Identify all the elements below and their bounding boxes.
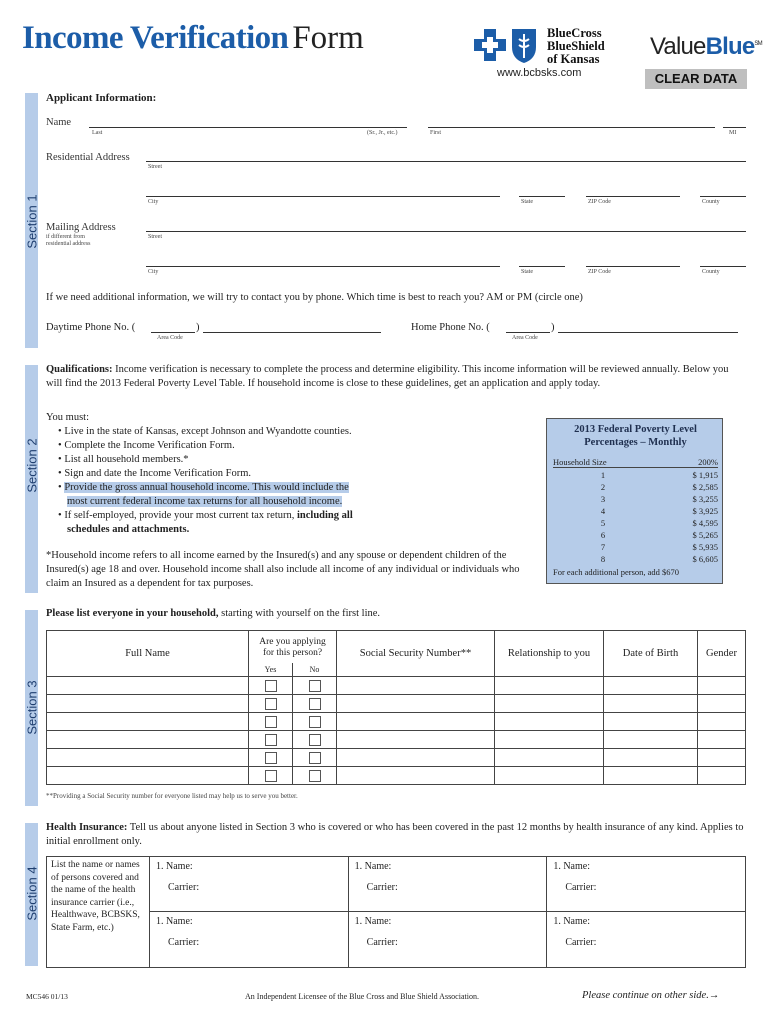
requirement-item: • Complete the Income Verification Form. [58, 440, 235, 451]
daytime-phone-label: Daytime Phone No. ( [46, 322, 136, 333]
yes-cell [249, 713, 293, 731]
form-title [22, 20, 364, 57]
income-limit: $ 5,935 [692, 542, 718, 552]
yes-checkbox[interactable] [265, 716, 277, 728]
daytime-phone-field[interactable] [203, 332, 381, 333]
table-row [47, 749, 746, 767]
state-caption: State [521, 199, 533, 205]
bcbs-cross-shield-logo [472, 27, 540, 65]
suffix-caption: (Sr., Jr., etc.) [367, 130, 398, 136]
relationship-cell[interactable] [495, 749, 604, 767]
form-title-bold: Income Verification [22, 20, 289, 56]
requirement-text: Complete the Income Verification Form. [64, 440, 235, 451]
insurance-name-label: 1. Name: [354, 861, 392, 872]
requirement-item: • Live in the state of Kansas, except Johnson and Wyandotte counties. [58, 426, 352, 437]
health-insurance-intro [46, 821, 746, 849]
requirement-text-bold: schedules and attachments. [67, 524, 190, 535]
income-limit: $ 2,585 [692, 482, 718, 492]
county-caption: County [702, 269, 720, 275]
col-yes: Yes [249, 663, 293, 677]
area-code-caption: Area Code [512, 335, 538, 341]
ssn-cell[interactable] [337, 767, 495, 785]
res-street-field[interactable] [146, 161, 746, 162]
household-table [46, 630, 746, 785]
insurance-carrier-label: Carrier: [168, 882, 200, 893]
qualifications-paragraph [46, 363, 746, 391]
insurance-name-label: 1. Name: [553, 861, 590, 872]
requirement-text: If self-employed, provide your most current tax return, [64, 510, 297, 521]
bcbs-name-line: BlueCross [547, 26, 602, 40]
name-label: Name [46, 117, 72, 128]
full-name-cell[interactable] [47, 695, 249, 713]
household-size: 2 [600, 482, 606, 492]
insurance-cell[interactable] [348, 912, 547, 968]
full-name-cell[interactable] [47, 713, 249, 731]
licensee-note: An Independent Licensee of the Blue Cross and Blue Shield Association. [245, 992, 479, 1001]
requirement-text-highlight: most current federal income tax returns for all household income. [67, 496, 343, 507]
res-zip-field[interactable] [586, 196, 680, 197]
requirement-item-cont [58, 495, 418, 509]
relationship-cell[interactable] [495, 713, 604, 731]
ssn-cell[interactable] [337, 731, 495, 749]
close-paren: ) [196, 322, 200, 333]
full-name-cell[interactable] [47, 731, 249, 749]
poverty-level-row [553, 541, 718, 553]
insurance-carrier-label: Carrier: [168, 937, 200, 948]
household-size: 1 [600, 470, 606, 480]
res-state-field[interactable] [519, 196, 565, 197]
section-3-label: Section 3 [24, 680, 40, 735]
poverty-level-row [553, 517, 718, 529]
household-size: 8 [600, 554, 606, 564]
no-checkbox[interactable] [309, 752, 321, 764]
income-limit: $ 4,595 [692, 518, 718, 528]
clear-data-button[interactable]: CLEAR DATA [645, 69, 747, 89]
yes-cell [249, 677, 293, 695]
state-caption: State [521, 269, 533, 275]
ssn-cell[interactable] [337, 713, 495, 731]
no-checkbox[interactable] [309, 698, 321, 710]
dob-cell[interactable] [604, 677, 698, 695]
no-checkbox[interactable] [309, 734, 321, 746]
yes-cell [249, 695, 293, 713]
mi-caption: MI [729, 130, 737, 136]
section-4-label: Section 4 [24, 866, 40, 921]
gender-cell[interactable] [698, 713, 746, 731]
col-relationship: Relationship to you [495, 631, 604, 677]
household-size: 6 [600, 530, 606, 540]
requirement-text: Live in the state of Kansas, except Johnson and Wyandotte counties. [64, 426, 352, 437]
res-city-field[interactable] [146, 196, 500, 197]
zip-caption: ZIP Code [588, 269, 611, 275]
insurance-name-label: 1. Name: [553, 916, 590, 927]
col-applying-line: Are you applying [259, 637, 326, 648]
requirement-text-highlight: Provide the gross annual household income. This would include the [64, 482, 349, 493]
poverty-level-title-line: 2013 Federal Poverty Level [574, 424, 697, 435]
insurance-carrier-label: Carrier: [565, 882, 597, 893]
no-cell [293, 677, 337, 695]
bcbs-name [547, 27, 605, 66]
zip-caption: ZIP Code [588, 199, 611, 205]
yes-cell [249, 731, 293, 749]
area-code-caption: Area Code [157, 335, 183, 341]
household-intro [46, 608, 380, 619]
dob-cell[interactable] [604, 695, 698, 713]
mailing-sub-caption: residential address [46, 241, 91, 247]
valueblue-logo [650, 33, 762, 61]
no-cell [293, 713, 337, 731]
yes-cell [249, 767, 293, 785]
ssn-cell[interactable] [337, 677, 495, 695]
household-intro-bold: Please list everyone in your household, [46, 608, 219, 619]
income-limit: $ 6,605 [692, 554, 718, 564]
dob-cell[interactable] [604, 767, 698, 785]
form-code: MC546 01/13 [26, 992, 68, 1001]
section-2-label: Section 2 [24, 438, 40, 493]
household-size: 3 [600, 494, 606, 504]
qualifications-bold: Qualifications: [46, 364, 113, 375]
table-row [47, 767, 746, 785]
poverty-level-title [547, 423, 724, 449]
city-caption: City [148, 269, 159, 275]
percent-header: 200% [698, 457, 718, 467]
poverty-level-row [553, 481, 718, 493]
you-must-label: You must: [46, 412, 89, 423]
requirement-item: • Provide the gross annual household income. This would include the [58, 482, 349, 493]
insurance-name-label: 1. Name: [156, 916, 193, 927]
qualifications-text: Income verification is necessary to complete the process and determine eligibility. This income information will be reviewed annually. Below you will find the 2013 Federal Poverty Level Table. If household income is close to these guidelines, get an application and apply today. [46, 364, 729, 389]
insurance-cell[interactable] [547, 857, 746, 912]
relationship-cell[interactable] [495, 695, 604, 713]
ssn-cell[interactable] [337, 695, 495, 713]
home-area-code-field[interactable] [506, 332, 550, 333]
yes-checkbox[interactable] [265, 734, 277, 746]
col-applying-line: for this person? [262, 648, 323, 659]
poverty-level-row [553, 553, 718, 565]
street-caption: Street [148, 164, 162, 170]
home-phone-label: Home Phone No. ( [411, 322, 490, 333]
poverty-level-title-line: Percentages – Monthly [584, 437, 687, 448]
no-checkbox[interactable] [309, 680, 321, 692]
mailing-address-label: Mailing Address [46, 222, 116, 233]
household-size-header: Household Size [553, 457, 607, 467]
arrow-right-icon: → [708, 990, 720, 1001]
last-caption: Last [92, 130, 103, 136]
requirement-item: • If self-employed, provide your most current tax return, including all [58, 510, 353, 521]
household-size: 7 [600, 542, 606, 552]
bcbs-name-line: of Kansas [547, 52, 600, 66]
yes-cell [249, 749, 293, 767]
health-insurance-bold: Health Insurance: [46, 822, 128, 833]
relationship-cell[interactable] [495, 767, 604, 785]
requirement-text: List all household members.* [64, 454, 189, 465]
mail-street-field[interactable] [146, 231, 746, 232]
poverty-level-row [553, 469, 718, 481]
mail-county-field[interactable] [700, 266, 746, 267]
income-limit: $ 3,925 [692, 506, 718, 516]
city-caption: City [148, 199, 159, 205]
table-row [47, 713, 746, 731]
relationship-cell[interactable] [495, 731, 604, 749]
poverty-level-row [553, 493, 718, 505]
gender-cell[interactable] [698, 677, 746, 695]
relationship-cell[interactable] [495, 677, 604, 695]
continue-note [582, 990, 719, 1001]
insurance-row [47, 857, 746, 912]
valueblue-blue: Blue [705, 33, 755, 60]
insurance-table [46, 856, 746, 968]
res-county-field[interactable] [700, 196, 746, 197]
daytime-area-code-field[interactable] [151, 332, 195, 333]
col-applying [249, 631, 337, 663]
first-name-field[interactable] [428, 127, 715, 128]
insurance-carrier-label: Carrier: [366, 937, 398, 948]
first-caption: First [430, 130, 442, 136]
insurance-carrier-label: Carrier: [565, 937, 597, 948]
insurance-cell[interactable] [547, 912, 746, 968]
no-cell [293, 731, 337, 749]
contact-time-question: If we need additional information, we will try to contact you by phone. Which time is best to reach you? AM or PM (circle one) [46, 292, 583, 303]
bcbs-url[interactable]: www.bcbsks.com [497, 67, 582, 79]
mail-zip-field[interactable] [586, 266, 680, 267]
requirements-list [58, 425, 418, 537]
insurance-name-label: 1. Name: [156, 861, 193, 872]
insurance-row [47, 912, 746, 968]
yes-checkbox[interactable] [265, 770, 277, 782]
col-no: No [293, 663, 337, 677]
yes-checkbox[interactable] [265, 680, 277, 692]
col-full-name: Full Name [47, 631, 249, 677]
income-limit: $ 3,255 [692, 494, 718, 504]
applicant-info-heading: Applicant Information: [46, 92, 157, 104]
poverty-level-header [553, 457, 718, 468]
household-income-footnote: *Household income refers to all income earned by the Insured(s) and any spouse or dependent children of the Insured(s) age 18 and over. Household income shall also include all income of any individual or individuals who claim an Insured as a dependent for tax purposes. [46, 550, 520, 589]
table-row [47, 677, 746, 695]
no-checkbox[interactable] [309, 716, 321, 728]
mi-field[interactable] [723, 127, 746, 128]
full-name-cell[interactable] [47, 749, 249, 767]
mailing-sub-caption: if different from [46, 234, 85, 240]
no-checkbox[interactable] [309, 770, 321, 782]
dob-cell[interactable] [604, 731, 698, 749]
household-size: 4 [600, 506, 606, 516]
no-cell [293, 695, 337, 713]
health-insurance-text: Tell us about anyone listed in Section 3 who is covered or who has been covered in the past 12 months by health insurance of any kind. Applies to initial enrollment only. [46, 822, 744, 847]
mail-state-field[interactable] [519, 266, 565, 267]
poverty-level-row [553, 529, 718, 541]
ssn-cell[interactable] [337, 749, 495, 767]
residential-address-label: Residential Address [46, 152, 130, 163]
last-name-field[interactable] [89, 127, 407, 128]
household-size: 5 [600, 518, 606, 528]
requirement-text: Sign and date the Income Verification Form. [64, 468, 252, 479]
requirement-item: • List all household members.* [58, 454, 189, 465]
valueblue-tm: SM [754, 41, 762, 47]
gender-cell[interactable] [698, 749, 746, 767]
insurance-carrier-label: Carrier: [366, 882, 398, 893]
close-paren: ) [551, 322, 555, 333]
poverty-level-additional: For each additional person, add $670 [553, 567, 680, 577]
yes-checkbox[interactable] [265, 752, 277, 764]
full-name-cell[interactable] [47, 767, 249, 785]
requirement-text-bold: including all [297, 510, 353, 521]
requirement-item: • Sign and date the Income Verification Form. [58, 468, 252, 479]
insurance-cell[interactable] [348, 857, 547, 912]
gender-cell[interactable] [698, 731, 746, 749]
insurance-name-label: 1. Name: [354, 916, 392, 927]
valueblue-value: Value [650, 33, 706, 60]
income-limit: $ 5,265 [692, 530, 718, 540]
form-title-regular: Form [292, 20, 364, 56]
household-intro-text: starting with yourself on the first line. [218, 608, 381, 619]
street-caption: Street [148, 234, 162, 240]
income-limit: $ 1,915 [692, 470, 718, 480]
no-cell [293, 767, 337, 785]
household-header-row [47, 631, 746, 663]
col-dob: Date of Birth [604, 631, 698, 677]
insurance-instruction: List the name or names of persons covered and the name of the health insurance carrier (i.e., Healthwave, BCBSKS, State Farm, etc.) [47, 857, 150, 968]
poverty-level-table [546, 418, 723, 584]
county-caption: County [702, 199, 720, 205]
ssn-footnote: **Providing a Social Security number for everyone listed may help us to serve you better. [46, 792, 298, 800]
no-cell [293, 749, 337, 767]
full-name-cell[interactable] [47, 677, 249, 695]
home-phone-field[interactable] [558, 332, 738, 333]
dob-cell[interactable] [604, 749, 698, 767]
col-ssn: Social Security Number** [337, 631, 495, 677]
section-1-label: Section 1 [24, 194, 40, 249]
gender-cell[interactable] [698, 695, 746, 713]
gender-cell[interactable] [698, 767, 746, 785]
poverty-level-row [553, 505, 718, 517]
mail-city-field[interactable] [146, 266, 500, 267]
insurance-cell[interactable] [150, 912, 349, 968]
table-row [47, 695, 746, 713]
table-row [47, 731, 746, 749]
yes-checkbox[interactable] [265, 698, 277, 710]
col-gender: Gender [698, 631, 746, 677]
bcbs-name-line: BlueShield [547, 39, 605, 53]
insurance-cell[interactable] [150, 857, 349, 912]
continue-text: Please continue on other side. [582, 990, 709, 1001]
dob-cell[interactable] [604, 713, 698, 731]
